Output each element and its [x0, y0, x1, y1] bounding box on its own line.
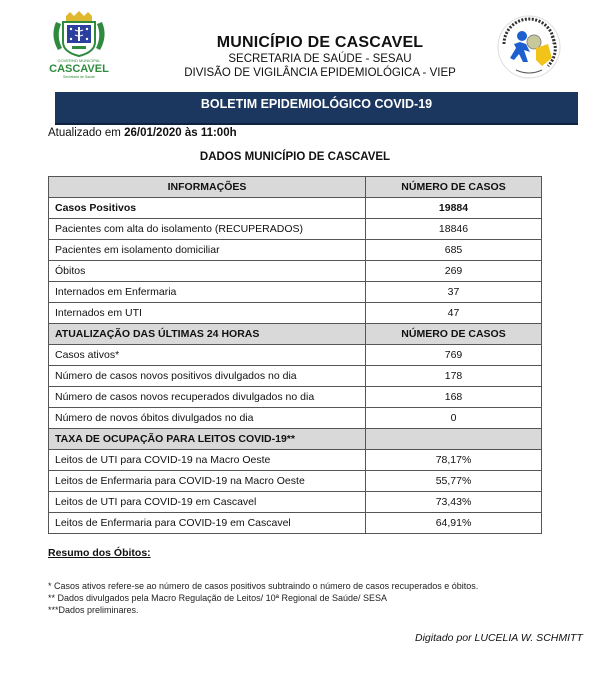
- row-value: 64,91%: [366, 513, 542, 534]
- updated-prefix: Atualizado em: [48, 127, 121, 139]
- logo-line1: GOVERNO MUNICIPAL: [57, 58, 101, 63]
- row-label: Leitos de Enfermaria para COVID-19 na Macro Oeste: [49, 471, 366, 492]
- row-value: 769: [366, 345, 542, 366]
- row-label: ATUALIZAÇÃO DAS ÚLTIMAS 24 HORAS: [49, 324, 366, 345]
- table-row: [49, 471, 542, 492]
- table-row: [49, 282, 542, 303]
- row-label: Número de casos novos positivos divulgados no dia: [49, 366, 366, 387]
- header-title: MUNICÍPIO DE CASCAVEL: [216, 34, 424, 51]
- header-subtitle-2: DIVISÃO DE VIGILÂNCIA EPIDEMIOLÓGICA - VIEP: [184, 67, 456, 79]
- row-value: NÚMERO DE CASOS: [366, 177, 542, 198]
- row-value: [366, 429, 542, 450]
- table-row: [49, 345, 542, 366]
- typed-by-signature: Digitado por LUCELIA W. SCHMITT: [415, 632, 583, 644]
- table-row: [49, 240, 542, 261]
- table-row: [49, 492, 542, 513]
- table-row: [49, 303, 542, 324]
- updated-timestamp: [48, 127, 237, 139]
- row-value: 47: [366, 303, 542, 324]
- row-label: Leitos de Enfermaria para COVID-19 em Cascavel: [49, 513, 366, 534]
- table-header-row: [49, 324, 542, 345]
- row-label: Leitos de UTI para COVID-19 na Macro Oeste: [49, 450, 366, 471]
- bulletin-banner: [55, 92, 578, 125]
- row-label: Internados em Enfermaria: [49, 282, 366, 303]
- table-row: [49, 387, 542, 408]
- table-row: [49, 219, 542, 240]
- row-value: 168: [366, 387, 542, 408]
- row-label: Óbitos: [49, 261, 366, 282]
- covid-data-table: [48, 176, 542, 534]
- row-label: Casos ativos*: [49, 345, 366, 366]
- row-value: 0: [366, 408, 542, 429]
- bulletin-title: BOLETIM EPIDEMIOLÓGICO COVID-19: [200, 97, 433, 111]
- table-header-row: [49, 177, 542, 198]
- section-title: DADOS MUNICÍPIO DE CASCAVEL: [199, 151, 391, 163]
- row-label: Número de casos novos recuperados divulgados no dia: [49, 387, 366, 408]
- logo-line3: Secretaria de Saúde: [63, 75, 95, 79]
- cascavel-logo: [34, 10, 124, 80]
- table-row: [49, 261, 542, 282]
- logo-line2: CASCAVEL: [49, 63, 109, 75]
- row-label: Pacientes com alta do isolamento (RECUPERADOS): [49, 219, 366, 240]
- resumo-obitos-heading: Resumo dos Óbitos:: [48, 547, 151, 559]
- table-row: [49, 366, 542, 387]
- cascavel-coat-of-arms-icon: [34, 10, 124, 80]
- vigilancia-epidemiologica-seal-icon: [496, 14, 562, 80]
- footnote: ** Dados divulgados pela Macro Regulação de Leitos/ 10ª Regional de Saúde/ SESA: [48, 593, 388, 603]
- row-value: 73,43%: [366, 492, 542, 513]
- row-label: Internados em UTI: [49, 303, 366, 324]
- footnotes: [48, 580, 478, 616]
- table-header-row: [49, 429, 542, 450]
- row-value: 685: [366, 240, 542, 261]
- header-subtitle-1: SECRETARIA DE SAÚDE - SESAU: [228, 53, 412, 65]
- table-row: [49, 408, 542, 429]
- row-label: TAXA DE OCUPAÇÃO PARA LEITOS COVID-19**: [49, 429, 366, 450]
- row-label: INFORMAÇÕES: [49, 177, 366, 198]
- row-value: 37: [366, 282, 542, 303]
- table-row: [49, 513, 542, 534]
- footnote: * Casos ativos refere-se ao número de casos positivos subtraindo o número de casos recuperados e óbitos.: [48, 581, 479, 591]
- row-label: Pacientes em isolamento domiciliar: [49, 240, 366, 261]
- row-value: 55,77%: [366, 471, 542, 492]
- row-label: Número de novos óbitos divulgados no dia: [49, 408, 366, 429]
- table-row: [49, 198, 542, 219]
- document-header: [160, 34, 480, 80]
- table-row: [49, 450, 542, 471]
- viep-logo: [496, 14, 562, 80]
- row-value: NÚMERO DE CASOS: [366, 324, 542, 345]
- row-value: 269: [366, 261, 542, 282]
- row-value: 19884: [366, 198, 542, 219]
- row-label: Leitos de UTI para COVID-19 em Cascavel: [49, 492, 366, 513]
- row-label: Casos Positivos: [49, 198, 366, 219]
- footnote: ***Dados preliminares.: [48, 605, 139, 615]
- updated-value: 26/01/2020 às 11:00h: [124, 127, 237, 139]
- row-value: 178: [366, 366, 542, 387]
- row-value: 18846: [366, 219, 542, 240]
- row-value: 78,17%: [366, 450, 542, 471]
